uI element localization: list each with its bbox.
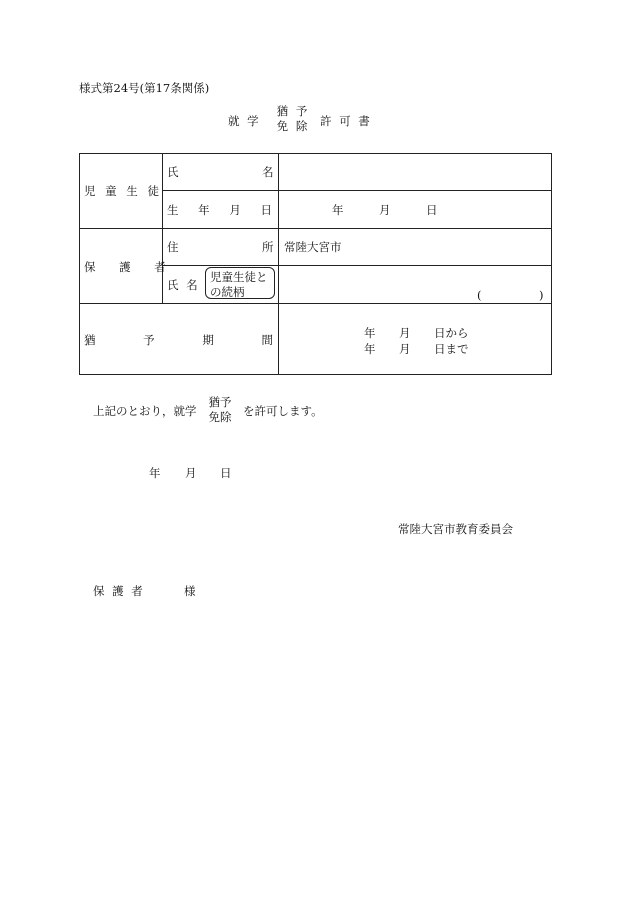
- name-label-first: 氏: [167, 165, 179, 179]
- birth-label-char: 年: [198, 203, 210, 217]
- relationship-close-paren: ): [539, 288, 544, 302]
- address-label-first: 住: [167, 240, 179, 254]
- title-choice-exempt: 免 除: [276, 119, 310, 133]
- birth-label-char: 日: [260, 203, 272, 217]
- issuer: 常陸大宮市教育委員会: [398, 522, 513, 536]
- table-divider: [162, 190, 551, 191]
- birth-day: 日: [426, 203, 438, 217]
- table-divider: [79, 303, 551, 304]
- period-from-day: 日から: [434, 326, 469, 340]
- birth-label-char: 生: [167, 203, 179, 217]
- date-day: 日: [220, 466, 232, 480]
- body-choice-exempt: 免除: [208, 410, 232, 424]
- birth-label: [167, 202, 272, 218]
- body-text-suffix: を許可します。: [243, 404, 323, 418]
- guardian-name-label: 氏 名: [167, 278, 200, 292]
- birth-month: 月: [379, 203, 391, 217]
- body-choice: [205, 395, 235, 425]
- period-label-char: 予: [143, 333, 155, 347]
- body-text-prefix: 上記のとおり，就学: [93, 404, 197, 418]
- address-label-second: 所: [262, 240, 274, 254]
- table-divider: [79, 228, 551, 229]
- birth-year: 年: [332, 203, 344, 217]
- address-value: 常陸大宮市: [284, 240, 342, 254]
- period-label: [84, 332, 273, 348]
- period-label-char: 間: [261, 333, 273, 347]
- table-divider: [278, 153, 279, 375]
- relationship-open-paren: (: [477, 288, 482, 302]
- birth-label-char: 月: [229, 203, 241, 217]
- title-prefix: 就 学: [228, 114, 261, 128]
- date-month: 月: [185, 466, 197, 480]
- table-divider: [162, 153, 163, 303]
- period-label-char: 期: [202, 333, 214, 347]
- addressee-honorific: 様: [184, 584, 196, 598]
- relationship-line-1: 児童生徒と: [210, 270, 268, 284]
- date-year: 年: [149, 466, 161, 480]
- period-from-year: 年: [364, 326, 376, 340]
- form-number: 様式第24号(第17条関係): [79, 81, 210, 95]
- period-label-char: 猶: [84, 333, 96, 347]
- period-from-month: 月: [399, 326, 411, 340]
- title-choice: [273, 104, 313, 134]
- period-to-month: 月: [399, 342, 411, 356]
- guardian-header: 保 護 者: [84, 260, 176, 274]
- title-suffix: 許 可 書: [320, 114, 372, 128]
- table-divider: [162, 265, 551, 266]
- period-to-day: 日まで: [434, 342, 469, 356]
- name-label-second: 名: [262, 165, 274, 179]
- body-choice-defer: 猶予: [208, 395, 232, 409]
- relationship-line-2: の続柄: [210, 285, 245, 299]
- student-header: 児 童 生 徒: [84, 184, 162, 198]
- period-to-year: 年: [364, 342, 376, 356]
- title-choice-defer: 猶 予: [276, 104, 310, 118]
- addressee-label: 保 護 者: [93, 584, 145, 598]
- relationship-label: [205, 267, 275, 299]
